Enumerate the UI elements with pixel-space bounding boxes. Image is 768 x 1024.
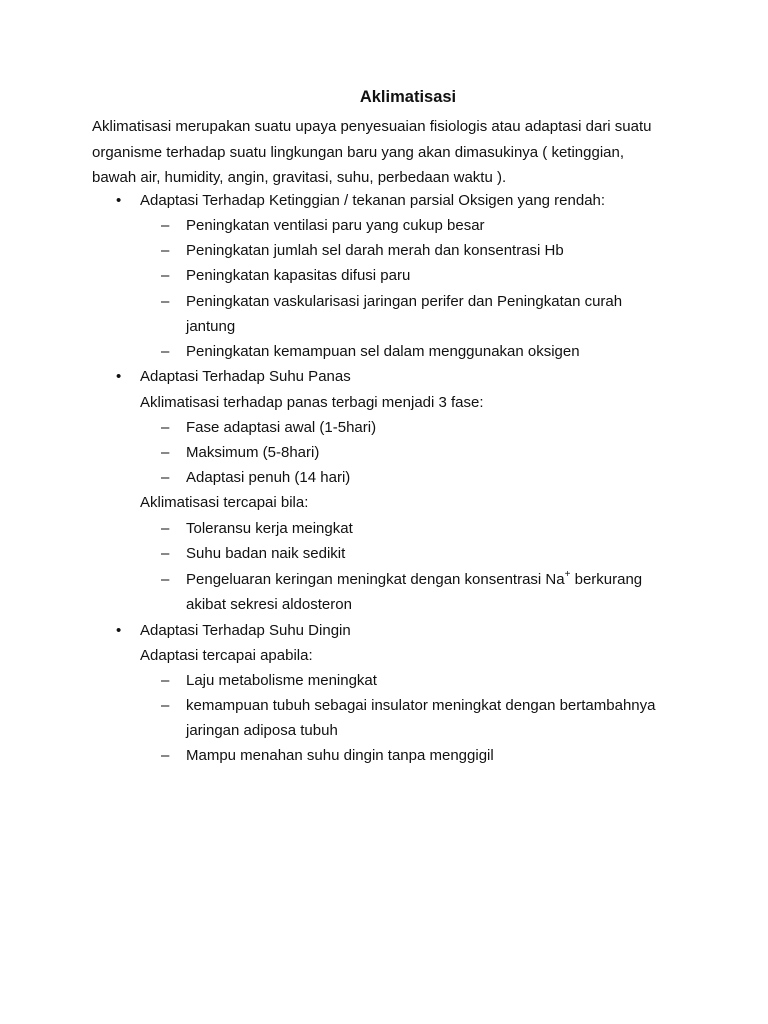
dash-icon: – — [161, 293, 170, 310]
dash-icon: – — [161, 267, 170, 284]
list-item: Fase adaptasi awal (1-5hari) — [186, 419, 377, 436]
bullet-icon: • — [116, 622, 122, 639]
dash-icon: – — [161, 520, 170, 537]
intro-line: organisme terhadap suatu lingkungan baru yang akan dimasukinya ( ketinggian, — [92, 143, 625, 161]
intro-line: Aklimatisasi merupakan suatu upaya penyesuaian fisiologis atau adaptasi dari suatu — [92, 118, 652, 135]
section-subheading: Aklimatisasi terhadap panas terbagi menjadi 3 fase: — [140, 394, 484, 411]
section-subheading: Aklimatisasi tercapai bila: — [140, 494, 309, 511]
bullet-icon: • — [116, 368, 122, 385]
list-item: Laju metabolisme meningkat — [186, 672, 377, 689]
dash-icon: – — [161, 672, 170, 689]
list-item: Maksimum (5-8hari) — [186, 444, 320, 461]
superscript-plus: + — [564, 569, 571, 580]
dash-icon: – — [161, 419, 170, 436]
dash-icon: – — [161, 571, 170, 588]
list-item: Peningkatan kapasitas difusi paru — [186, 267, 411, 284]
list-item: Suhu badan naik sedikit — [186, 545, 346, 562]
list-item-continuation: jaringan adiposa tubuh — [186, 722, 338, 739]
list-item: Peningkatan kemampuan sel dalam menggunakan oksigen — [186, 343, 580, 360]
dash-icon: – — [161, 545, 170, 562]
section-heading-heat: Adaptasi Terhadap Suhu Panas — [140, 368, 351, 385]
document-title: Aklimatisasi — [359, 88, 457, 106]
intro-line: bawah air, humidity, angin, gravitasi, suhu, perbedaan waktu ). — [92, 169, 507, 186]
dash-icon: – — [161, 747, 170, 764]
list-item-sodium — [186, 569, 642, 591]
list-item: Adaptasi penuh (14 hari) — [186, 469, 351, 486]
section-subheading: Adaptasi tercapai apabila: — [140, 647, 313, 664]
dash-icon: – — [161, 444, 170, 461]
list-item-text: berkurang — [570, 571, 643, 588]
dash-icon: – — [161, 343, 170, 360]
list-item-continuation: jantung — [186, 318, 236, 335]
dash-icon: – — [161, 242, 170, 259]
list-item: Peningkatan vaskularisasi jaringan perifer dan Peningkatan curah — [186, 293, 623, 310]
list-item: Peningkatan jumlah sel darah merah dan konsentrasi Hb — [186, 242, 564, 259]
list-item-text: Pengeluaran keringan meningkat dengan konsentrasi Na — [186, 571, 565, 588]
list-item: Mampu menahan suhu dingin tanpa menggigil — [186, 747, 494, 764]
bullet-icon: • — [116, 192, 122, 209]
list-item: Peningkatan ventilasi paru yang cukup besar — [186, 217, 485, 234]
dash-icon: – — [161, 217, 170, 234]
section-heading-altitude: Adaptasi Terhadap Ketinggian / tekanan parsial Oksigen yang rendah: — [140, 192, 606, 209]
list-item-continuation: akibat sekresi aldosteron — [186, 596, 352, 613]
section-heading-cold: Adaptasi Terhadap Suhu Dingin — [140, 622, 351, 639]
intro-paragraph — [92, 114, 692, 191]
dash-icon: – — [161, 697, 170, 714]
list-item: Toleransu kerja meingkat — [186, 520, 353, 537]
dash-icon: – — [161, 469, 170, 486]
list-item: kemampuan tubuh sebagai insulator meningkat dengan bertambahnya — [186, 697, 656, 714]
